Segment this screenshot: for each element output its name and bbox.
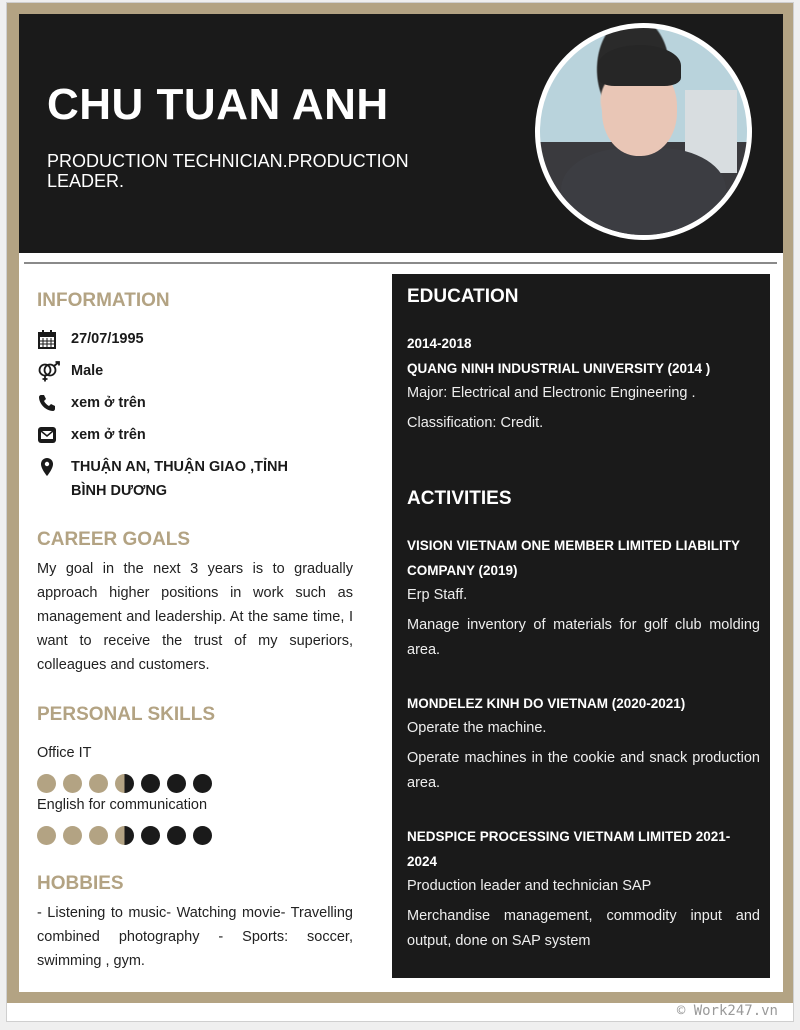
activity-item bbox=[407, 824, 760, 954]
header bbox=[19, 14, 783, 253]
info-phone bbox=[37, 393, 146, 415]
avatar-hair bbox=[598, 45, 681, 86]
education-heading: EDUCATION bbox=[407, 286, 519, 307]
page-frame bbox=[7, 3, 793, 1003]
career-goals-text: My goal in the next 3 years is to gradually approach higher positions in work such as management and leadership. At the same time, I want to receive the trust of my superiors, colleagues and customers. bbox=[37, 561, 353, 673]
rating-dot bbox=[115, 774, 134, 793]
skills-heading: PERSONAL SKILLS bbox=[37, 704, 216, 725]
address-value: THUẬN AN, THUẬN GIAO ,TỈNH BÌNH DƯƠNG bbox=[71, 459, 288, 499]
avatar bbox=[535, 23, 752, 240]
education-classification: Classification: Credit. bbox=[407, 415, 544, 431]
rating-dot bbox=[89, 826, 108, 845]
location-icon bbox=[37, 457, 71, 477]
calendar-icon bbox=[37, 329, 71, 349]
rating-dot bbox=[115, 826, 134, 845]
info-address bbox=[37, 457, 297, 503]
rating-dot bbox=[167, 774, 186, 793]
rating-dot bbox=[141, 774, 160, 793]
info-birthdate bbox=[37, 329, 144, 351]
activity-role: Operate the machine. bbox=[407, 720, 547, 736]
education-school: QUANG NINH INDUSTRIAL UNIVERSITY (2014 ) bbox=[407, 361, 711, 376]
activity-item bbox=[407, 533, 760, 663]
email-icon bbox=[37, 425, 71, 445]
career-goals-heading: CAREER GOALS bbox=[37, 529, 191, 550]
education-major: Major: Electrical and Electronic Engineering . bbox=[407, 385, 696, 401]
rating-dot bbox=[193, 826, 212, 845]
activity-role: Erp Staff. bbox=[407, 587, 468, 603]
hobbies-text: - Listening to music- Watching movie- Travelling combined photography - Sports: soccer, swimming , gym. bbox=[37, 905, 353, 969]
candidate-title: PRODUCTION TECHNICIAN.PRODUCTION LEADER. bbox=[47, 151, 409, 191]
gender-icon bbox=[37, 361, 71, 381]
skill-label: Office IT bbox=[37, 745, 92, 761]
activity-role: Production leader and technician SAP bbox=[407, 878, 652, 894]
rating-dot bbox=[63, 826, 82, 845]
activity-desc: Manage inventory of materials for golf club molding area. bbox=[407, 617, 760, 658]
skill-label: English for communication bbox=[37, 797, 208, 813]
phone-icon bbox=[37, 393, 71, 413]
skill-rating-office-it bbox=[37, 774, 212, 793]
activity-desc: Operate machines in the cookie and snack production area. bbox=[407, 750, 760, 791]
activity-desc: Merchandise management, commodity input and output, done on SAP system bbox=[407, 908, 760, 949]
information-heading: INFORMATION bbox=[37, 290, 170, 311]
activity-company: MONDELEZ KINH DO VIETNAM (2020-2021) bbox=[407, 696, 686, 711]
skill-rating-english bbox=[37, 826, 212, 845]
hobbies-heading: HOBBIES bbox=[37, 873, 124, 894]
rating-dot bbox=[63, 774, 82, 793]
activities-heading: ACTIVITIES bbox=[407, 488, 512, 509]
rating-dot bbox=[193, 774, 212, 793]
activity-item bbox=[407, 691, 760, 796]
phone-value: xem ở trên bbox=[71, 395, 146, 411]
rating-dot bbox=[167, 826, 186, 845]
avatar-jacket bbox=[561, 148, 727, 240]
rating-dot bbox=[37, 774, 56, 793]
watermark: © Work247.vn bbox=[676, 1003, 778, 1019]
right-column bbox=[392, 274, 770, 978]
cv-page bbox=[6, 2, 794, 1022]
birthdate-value: 27/07/1995 bbox=[71, 331, 144, 347]
rating-dot bbox=[89, 774, 108, 793]
candidate-name: CHU TUAN ANH bbox=[47, 80, 389, 129]
education-period: 2014-2018 bbox=[407, 336, 472, 351]
page-inner bbox=[19, 14, 783, 992]
gender-value: Male bbox=[71, 363, 104, 379]
header-divider bbox=[24, 262, 777, 264]
email-value: xem ở trên bbox=[71, 427, 146, 443]
activity-company: NEDSPICE PROCESSING VIETNAM LIMITED 2021- 2024 bbox=[407, 829, 731, 869]
rating-dot bbox=[37, 826, 56, 845]
info-gender bbox=[37, 361, 103, 383]
info-email bbox=[37, 425, 146, 447]
education-entry bbox=[407, 331, 760, 436]
rating-dot bbox=[141, 826, 160, 845]
activity-company: VISION VIETNAM ONE MEMBER LIMITED LIABILITY COMPANY (2019) bbox=[407, 538, 740, 578]
